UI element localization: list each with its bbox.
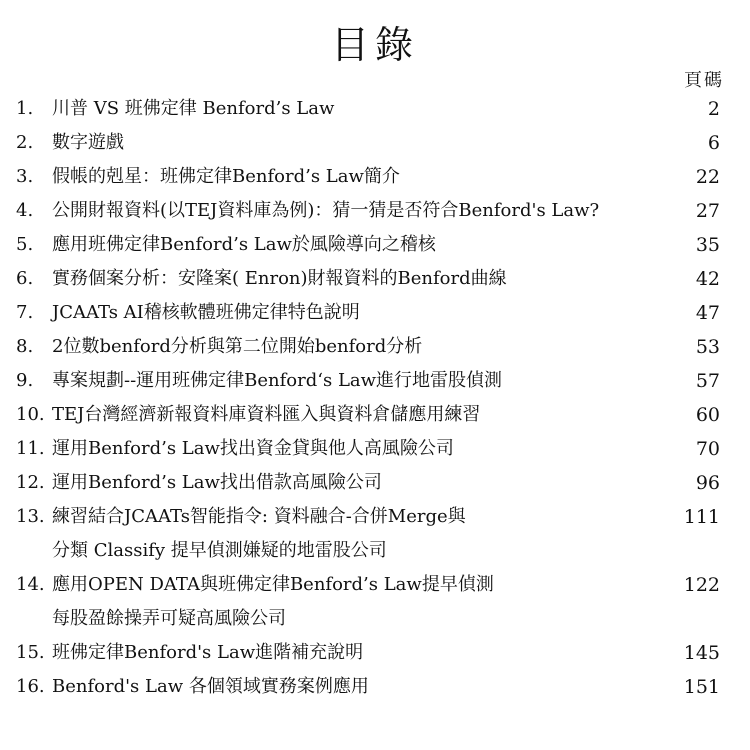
toc-entry-number: 3. — [16, 166, 34, 187]
toc-entry-title: 運用Benford’s Law找出借款高風險公司 — [52, 472, 382, 493]
toc-entry-title: 2位數benford分析與第二位開始benford分析 — [52, 336, 423, 357]
toc-entry-number: 15. — [16, 642, 45, 663]
toc-entry-line — [0, 636, 750, 670]
toc-entry-number: 8. — [16, 336, 34, 357]
toc-entry-number: 13. — [16, 506, 45, 527]
toc-entry-page-number: 145 — [683, 642, 720, 664]
toc-entry-number: 4. — [16, 200, 34, 221]
toc-entry-number: 12. — [16, 472, 45, 493]
toc-entry[interactable] — [0, 364, 750, 398]
toc-entry-page-number: 53 — [695, 336, 720, 358]
toc-entry-title: 專案規劃--運用班佛定律Benford‘s Law進行地雷股偵測 — [52, 370, 503, 391]
toc-entry-number: 1. — [16, 98, 34, 119]
toc-entry-page-number: 6 — [707, 132, 720, 154]
toc-entry[interactable] — [0, 92, 750, 126]
page-title: 目錄 — [330, 23, 419, 67]
toc-entry-title: 每股盈餘操弄可疑高風險公司 — [52, 608, 286, 629]
toc-entry[interactable] — [0, 160, 750, 194]
toc-entry-title: 分類 Classify 提早偵測嫌疑的地雷股公司 — [52, 540, 387, 561]
toc-entry-page-number: 47 — [695, 302, 720, 324]
toc-entry-title: 數字遊戲 — [52, 132, 124, 153]
toc-entry-page-number: 96 — [695, 472, 720, 494]
toc-entry-page-number: 2 — [707, 98, 720, 120]
toc-entry-page-number: 35 — [695, 234, 720, 256]
toc-entry-continuation-line — [0, 534, 750, 568]
toc-entry-line — [0, 296, 750, 330]
toc-entry-line — [0, 160, 750, 194]
toc-entry-title: JCAATs AI稽核軟體班佛定律特色說明 — [52, 302, 360, 323]
toc-entry-page-number: 122 — [683, 574, 720, 596]
table-of-contents — [0, 92, 750, 704]
toc-entry-title: 川普 VS 班佛定律 Benford’s Law — [52, 98, 335, 119]
toc-entry-page-number: 22 — [695, 166, 720, 188]
toc-entry[interactable] — [0, 432, 750, 466]
toc-entry-title: 公開財報資料(以TEJ資料庫為例)：猜一猜是否符合Benford's Law? — [52, 200, 600, 221]
toc-entry-line — [0, 228, 750, 262]
toc-entry-number: 14. — [16, 574, 45, 595]
toc-entry-line — [0, 466, 750, 500]
toc-entry-number: 11. — [16, 438, 45, 459]
toc-entry-line — [0, 126, 750, 160]
toc-entry[interactable] — [0, 262, 750, 296]
toc-entry[interactable] — [0, 466, 750, 500]
page-number-header: 頁碼 — [684, 70, 724, 91]
toc-entry-number: 7. — [16, 302, 34, 323]
toc-entry-number: 16. — [16, 676, 45, 697]
toc-entry-number: 5. — [16, 234, 34, 255]
toc-entry-line — [0, 568, 750, 602]
toc-entry[interactable] — [0, 194, 750, 228]
toc-entry-line — [0, 398, 750, 432]
toc-entry[interactable] — [0, 670, 750, 704]
toc-entry[interactable] — [0, 330, 750, 364]
toc-entry-title: TEJ台灣經濟新報資料庫資料匯入與資料倉儲應用練習 — [52, 404, 481, 425]
toc-entry-line — [0, 194, 750, 228]
toc-entry-continuation-line — [0, 602, 750, 636]
toc-entry-page-number: 42 — [695, 268, 720, 290]
toc-entry-page-number: 60 — [695, 404, 720, 426]
toc-entry-title: 應用班佛定律Benford’s Law於風險導向之稽核 — [52, 234, 436, 255]
toc-entry[interactable] — [0, 228, 750, 262]
toc-entry-number: 6. — [16, 268, 34, 289]
toc-entry-page-number: 57 — [695, 370, 720, 392]
toc-entry-title: 實務個案分析：安隆案( Enron)財報資料的Benford曲線 — [52, 268, 507, 289]
toc-entry-number: 2. — [16, 132, 34, 153]
toc-entry-title: Benford's Law 各個領域實務案例應用 — [52, 676, 369, 697]
toc-entry-page-number: 151 — [683, 676, 720, 698]
toc-entry-title: 班佛定律Benford's Law進階補充說明 — [52, 642, 364, 663]
toc-entry[interactable] — [0, 296, 750, 330]
toc-entry-title: 應用OPEN DATA與班佛定律Benford’s Law提早偵測 — [52, 574, 494, 595]
toc-entry-line — [0, 432, 750, 466]
toc-entry[interactable] — [0, 568, 750, 636]
toc-entry-line — [0, 262, 750, 296]
toc-entry[interactable] — [0, 636, 750, 670]
toc-entry-page-number: 27 — [695, 200, 720, 222]
toc-entry[interactable] — [0, 126, 750, 160]
toc-entry-title: 假帳的剋星：班佛定律Benford’s Law簡介 — [52, 166, 400, 187]
toc-entry-page-number: 111 — [683, 506, 720, 528]
toc-entry-line — [0, 330, 750, 364]
toc-entry-line — [0, 670, 750, 704]
toc-entry-title: 練習結合JCAATs智能指令: 資料融合-合併Merge與 — [52, 506, 466, 527]
toc-entry-line — [0, 92, 750, 126]
toc-entry-page-number: 70 — [695, 438, 720, 460]
toc-entry-number: 9. — [16, 370, 34, 391]
toc-entry[interactable] — [0, 500, 750, 568]
toc-entry-number: 10. — [16, 404, 45, 425]
toc-entry-title: 運用Benford’s Law找出資金貸與他人高風險公司 — [52, 438, 454, 459]
toc-entry[interactable] — [0, 398, 750, 432]
toc-entry-line — [0, 500, 750, 534]
toc-entry-line — [0, 364, 750, 398]
